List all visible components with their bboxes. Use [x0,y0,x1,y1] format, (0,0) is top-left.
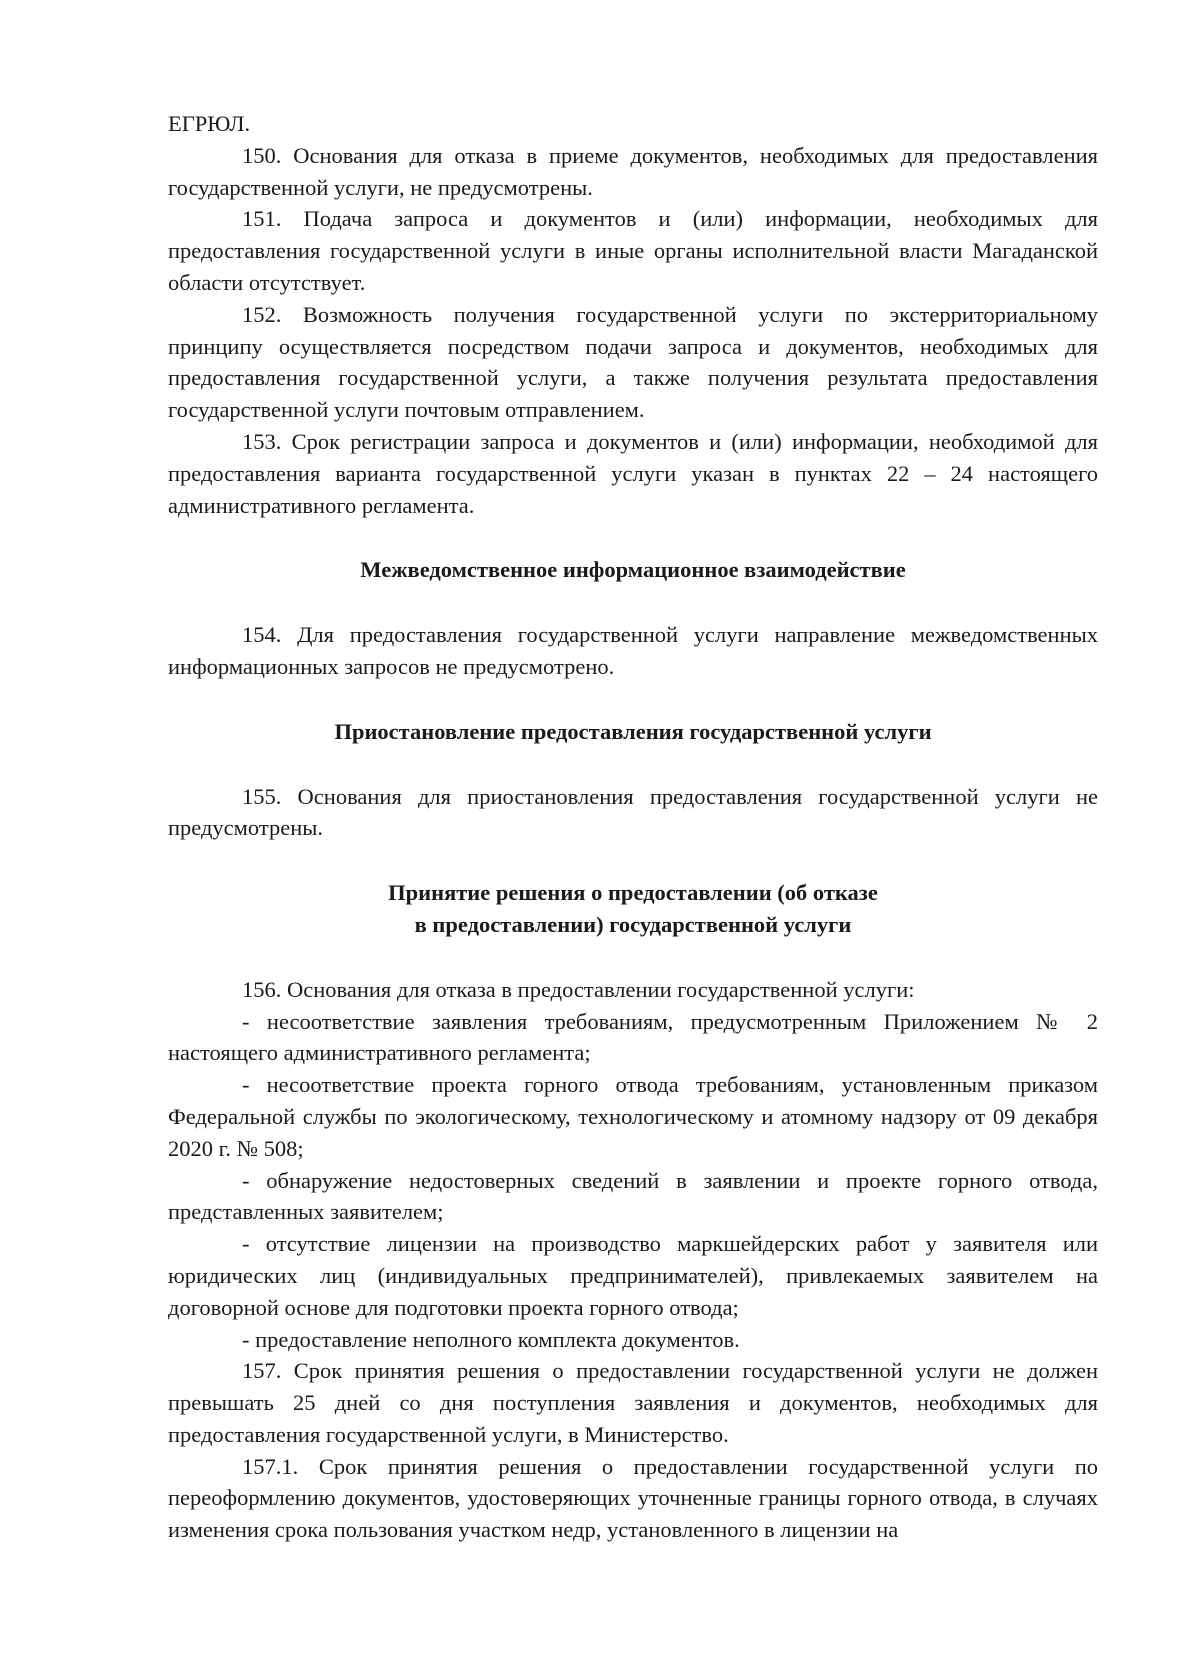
document-page [168,108,1098,1546]
paragraph-156: 156. Основания для отказа в предоставлении государственной услуги: [242,976,915,1002]
paragraph-154: 154. Для предоставления государственной услуги направление межведомственных информационных запросов не предусмотрено. [168,622,1098,679]
list-item-156-1: - несоответствие заявления требованиям, предусмотренным Приложением № 2 настоящего административного регламента; [168,1008,1098,1066]
paragraph-155: 155. Основания для приостановления предоставления государственной услуги не предусмотрены. [168,783,1098,841]
heading-decision-line-2: в предоставлении) государственной услуги [414,911,852,937]
paragraph-157: 157. Срок принятия решения о предоставлении государственной услуги не должен превышать 25 дней со дня поступления заявления и документов, необходимых для предоставления государственной услуги, в Министерство. [168,1358,1098,1447]
paragraph-153: 153. Срок регистрации запроса и документов и (или) информации, необходимой для предоставления варианта государственной услуги указан в пунктах 22 – 24 настоящего административного регламента. [168,428,1098,518]
paragraph-150: 150. Основания для отказа в приеме документов, необходимых для предоставления государственной услуги, не предусмотрены. [168,142,1098,200]
paragraph-152: 152. Возможность получения государственной услуги по экстерриториальному принципу осуществляется посредством подачи запроса и документов, необходимых для предоставления государственной услуги, а также получения результата предоставления государственной услуги почтовым отправлением. [168,301,1098,423]
paragraph-egrul: ЕГРЮЛ. [168,111,251,136]
paragraph-151: 151. Подача запроса и документов и (или) информации, необходимых для предоставления государственной услуги в иные органы исполнительной власти Магаданской области отсутствует. [168,206,1098,295]
list-item-156-4: - отсутствие лицензии на производство маркшейдерских работ у заявителя или юридических лиц (индивидуальных предпринимателей), привлекаемых заявителем на договорной основе для подготовки проекта горного отвода; [168,1231,1098,1320]
paragraph-157-1: 157.1. Срок принятия решения о предоставлении государственной услуги по переоформлению документов, удостоверяющих уточненные границы горного отвода, в случаях изменения срока пользования участком недр, установленного в лицензии на [168,1453,1098,1543]
heading-decision-line-1: Принятие решения о предоставлении (об отказе [388,880,878,906]
heading-decision [168,877,1098,941]
heading-suspension: Приостановление предоставления государственной услуги [334,718,932,744]
list-item-156-5: - предоставление неполного комплекта документов. [242,1326,740,1352]
list-item-156-3: - обнаружение недостоверных сведений в заявлении и проекте горного отвода, представленных заявителем; [168,1167,1098,1225]
list-item-156-2: - несоответствие проекта горного отвода требованиям, установленным приказом Федеральной службы по экологическому, технологическому и атомному надзору от 09 декабря 2020 г. № 508; [168,1072,1098,1161]
heading-interagency: Межведомственное информационное взаимодействие [360,557,906,583]
